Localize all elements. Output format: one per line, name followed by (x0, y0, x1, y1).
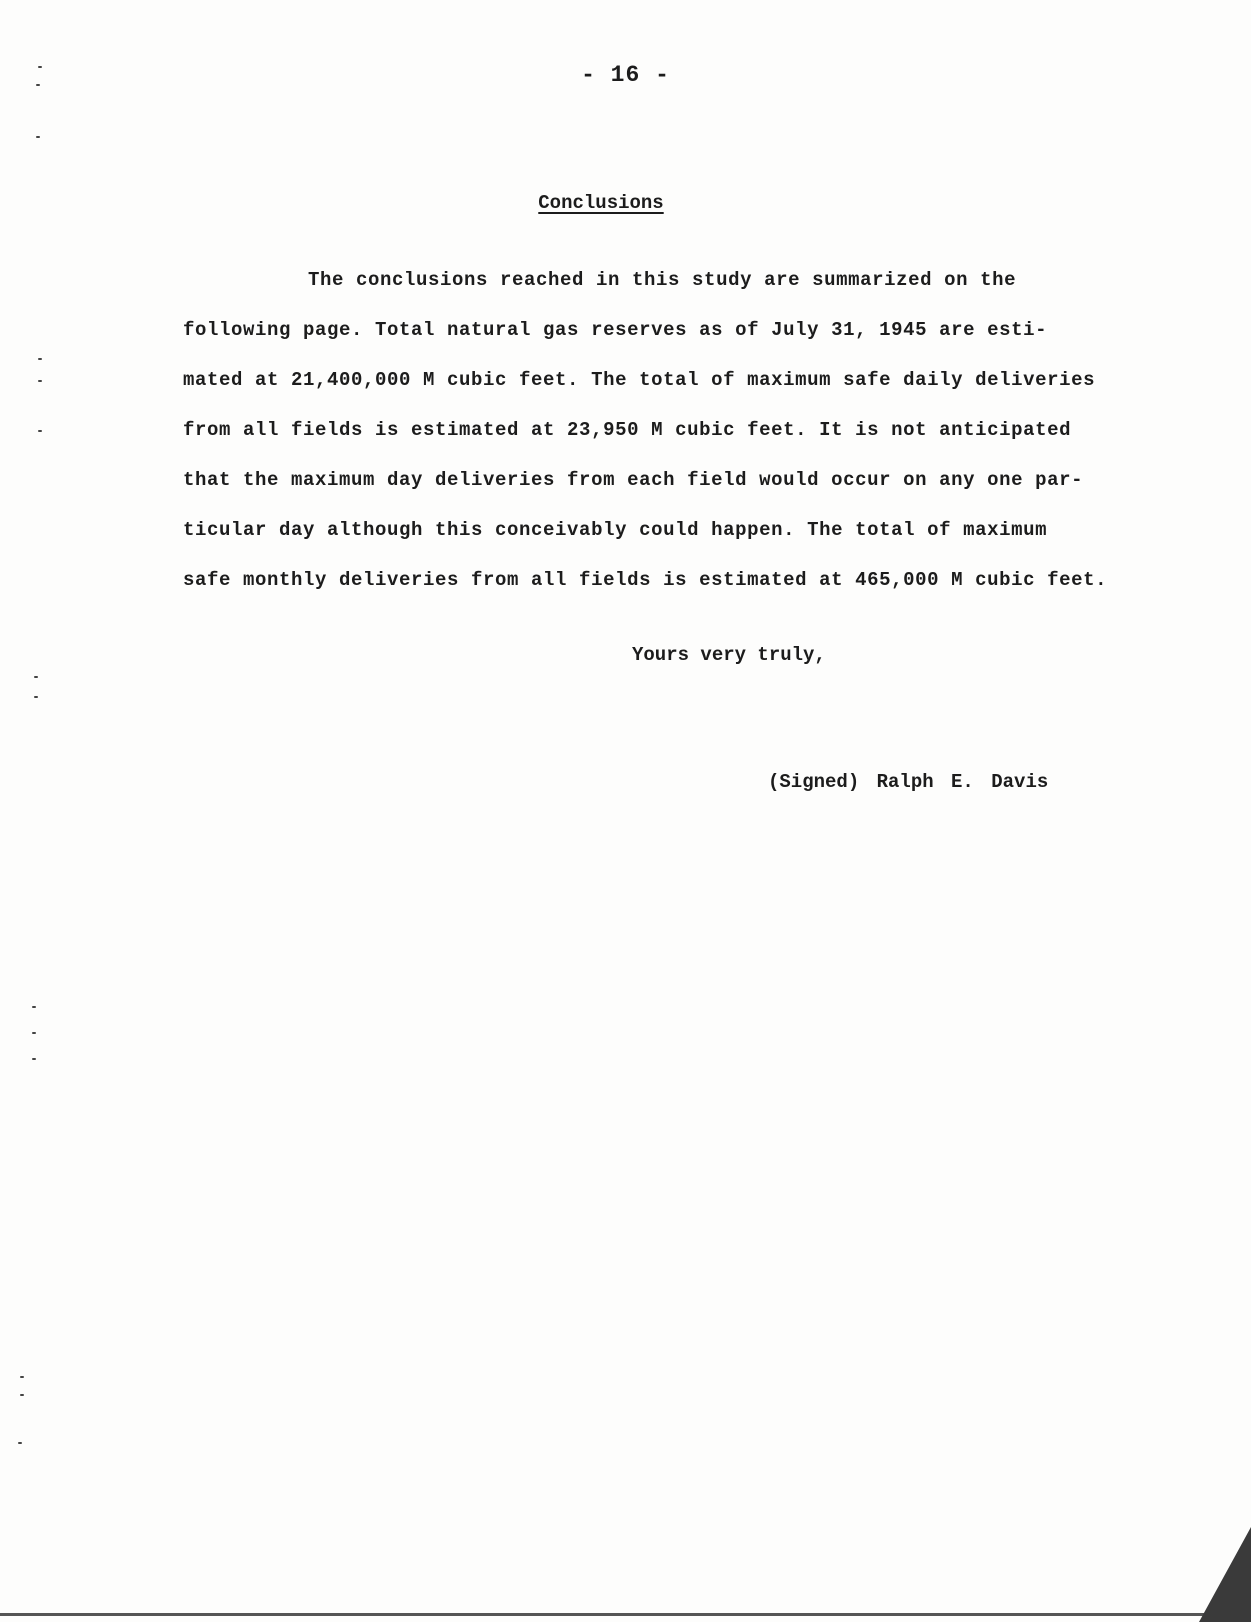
margin-speck (20, 1376, 24, 1378)
margin-speck (38, 380, 42, 382)
signature-line: (Signed) Ralph E. Davis (768, 771, 1049, 793)
closing-salutation: Yours very truly, (632, 644, 826, 666)
margin-speck (36, 84, 40, 86)
margin-speck (38, 66, 42, 68)
section-heading (0, 192, 1202, 214)
body-line-1: The conclusions reached in this study are summarized on the (308, 269, 1017, 291)
margin-speck (34, 676, 38, 678)
margin-speck (36, 136, 40, 138)
body-line-4: from all fields is estimated at 23,950 M cubic feet. It is not anticipated (183, 419, 1072, 441)
body-line-7: safe monthly deliveries from all fields is estimated at 465,000 M cubic feet. (183, 569, 1108, 591)
margin-speck (18, 1442, 22, 1444)
margin-speck (38, 430, 42, 432)
margin-speck (20, 1394, 24, 1396)
margin-speck (32, 1032, 36, 1034)
page-number: - 16 - (581, 62, 670, 88)
margin-speck (38, 358, 42, 360)
section-heading-text: Conclusions (538, 192, 664, 214)
body-line-6: ticular day although this conceivably could happen. The total of maximum (183, 519, 1048, 541)
margin-speck (32, 1058, 36, 1060)
body-line-2: following page. Total natural gas reserves as of July 31, 1945 are esti- (183, 319, 1048, 341)
scan-bottom-edge (0, 1613, 1205, 1616)
margin-speck (32, 1006, 36, 1008)
page-corner-fold (1199, 1527, 1251, 1622)
body-line-5: that the maximum day deliveries from each field would occur on any one par- (183, 469, 1084, 491)
margin-speck (34, 696, 38, 698)
body-line-3: mated at 21,400,000 M cubic feet. The total of maximum safe daily deliveries (183, 369, 1096, 391)
